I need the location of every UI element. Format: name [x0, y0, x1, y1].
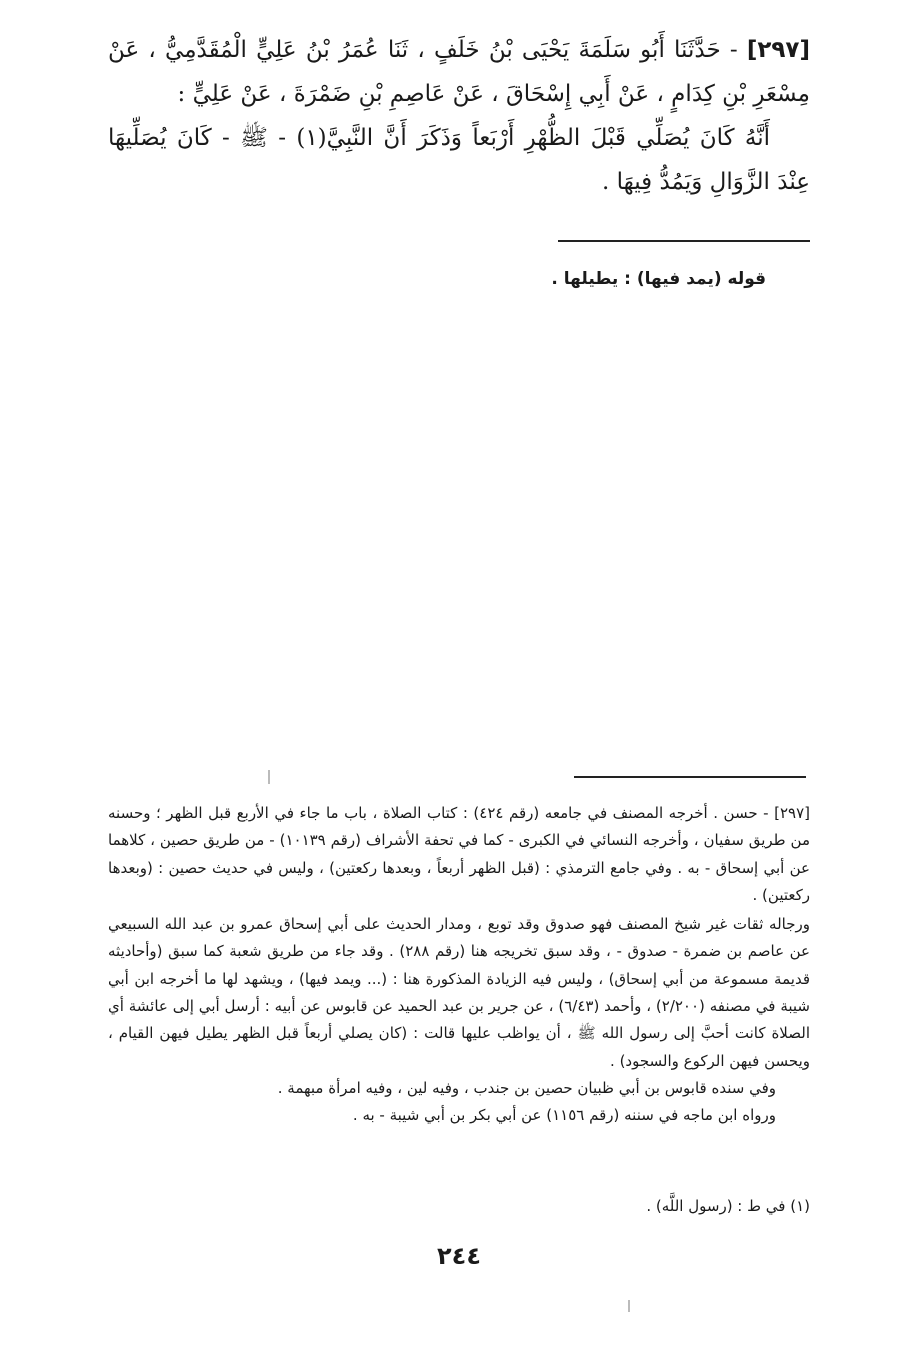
footnote-separator-rule	[574, 776, 806, 778]
hadith-number: [٢٩٧]	[746, 37, 810, 63]
scan-mark	[628, 1300, 630, 1312]
takhrij-ibnmajah-paragraph: ورواه ابن ماجه في سننه (رقم ١١٥٦) عن أبي بكر بن أبي شيبة - به .	[352, 1106, 776, 1125]
gloss-note: قوله (يمد فيها) : يطيلها .	[551, 269, 766, 289]
hadith-isnad-line	[108, 28, 810, 116]
text-separator-rule	[558, 240, 810, 242]
hadith-matn: أَنَّهُ كَانَ يُصَلِّي قَبْلَ الظُّهْرِ أَرْبَعاً وَذَكَرَ أَنَّ النَّبِيَّ(١) - ﷺ - كَانَ يُصَلِّيهَا عِنْدَ الزَّوَالِ وَيَمُدُّ فِيهَا .	[108, 125, 810, 195]
hadith-text	[108, 28, 810, 204]
takhrij-sanad-paragraph: وفي سنده قابوس بن أبي ظبيان حصين بن جندب ، وفيه لين ، وفيه امرأة مبهمة .	[277, 1078, 776, 1097]
page-number: ٢٤٤	[437, 1242, 481, 1270]
takhrij-rijal-paragraph: ورجاله ثقات غير شيخ المصنف فهو صدوق وقد توبع ، ومدار الحديث على أبي إسحاق عمرو بن عبد الله السبيعي عن عاصم بن ضمرة - صدوق - ، وقد سبق تخريجه هنا (رقم ٢٨٨) . وقد جاء من طريق شعبة كما سبق (وأحاديثه قديمة مسموعة من أبي إسحاق) ، وليس فيه الزيادة المذكورة هنا : (... ويمد فيها) ، ويشهد لها ما أخرجه ابن أبي شيبة في مصنفه (٢/٢٠٠) ، وأحمد (٦/٤٣) ، عن جرير بن عبد الحميد عن قابوس عن أبيه : أرسل أبي إلى عائشة أي الصلاة كانت أحبَّ إلى رسول الله ﷺ ، أن يواظب عليها قالت : (كان يصلي أربعاً قبل الظهر يطيل فيهن القيام ، ويحسن فيهن الركوع والسجود) .	[108, 915, 810, 1070]
hadith-isnad: - حَدَّثَنَا أَبُو سَلَمَةَ يَحْيَى بْنُ خَلَفٍ ، ثَنَا عُمَرُ بْنُ عَلِيٍّ الْمُقَدَّمِيُّ ، عَنْ مِسْعَرِ بْنِ كِدَامٍ ، عَنْ أَبِي إِسْحَاقَ ، عَنْ عَاصِمِ بْنِ ضَمْرَةَ ، عَنْ عَلِيٍّ :	[108, 37, 810, 107]
takhrij-number: [٢٩٧]	[774, 804, 810, 822]
takhrij-notes	[108, 800, 810, 1130]
scan-mark	[268, 770, 270, 784]
takhrij-grade-paragraph	[108, 800, 810, 909]
footnote-1: (١) في ط : (رسول اللَّه) .	[646, 1197, 810, 1215]
takhrij-grade-text: - حسن . أخرجه المصنف في جامعه (رقم ٤٢٤) : كتاب الصلاة ، باب ما جاء في الأربع قبل الظهر ؛ وحسنه من طريق سفيان ، وأخرجه النسائي في الكبرى - كما في تحفة الأشراف (رقم ١٠١٣٩) - من طريق حصين ، كلاهما عن أبي إسحاق - به . وفي جامع الترمذي : (قبل الظهر أربعاً ، وبعدها ركعتين) ، وليس في حديث حصين : (وبعدها ركعتين) .	[108, 804, 810, 904]
